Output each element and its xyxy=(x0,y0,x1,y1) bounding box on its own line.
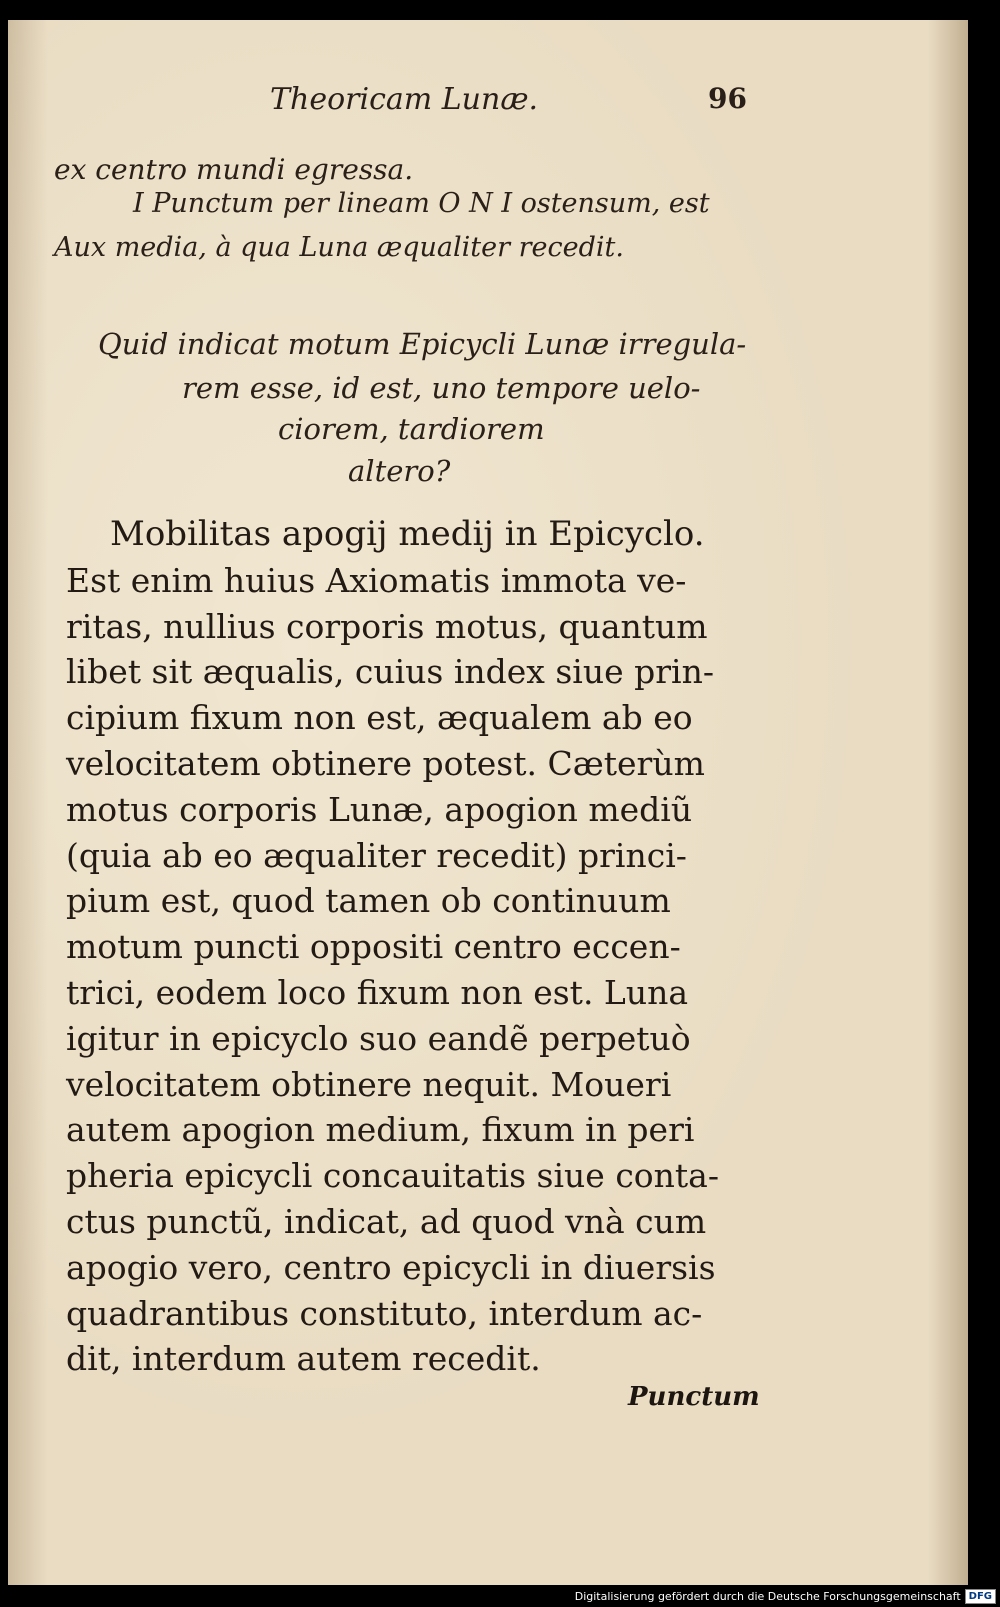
body-line: ctus punctũ, indicat, ad quod vnà cum xyxy=(66,1201,707,1241)
question-line: ciorem, tardiorem xyxy=(278,412,545,446)
text-line: I Punctum per lineam O N I ostensum, est xyxy=(133,188,710,219)
question-line: rem esse, id est, uno tempore uelo- xyxy=(182,371,701,405)
body-line: igitur in epicyclo suo eandẽ perpetuò xyxy=(66,1018,691,1058)
body-line: Est enim huius Axiomatis immota ve- xyxy=(66,560,687,600)
page-header xyxy=(8,82,968,122)
text-line: ex centro mundi egressa. xyxy=(54,153,414,186)
body-line: apogio vero, centro epicycli in diuersis xyxy=(66,1247,716,1287)
text-line: Aux media, à qua Luna æqualiter recedit. xyxy=(54,232,624,263)
body-line: motum puncti oppositi centro eccen- xyxy=(66,927,681,967)
body-line: libet sit æqualis, cuius index siue prin- xyxy=(66,652,714,692)
question-line: Quid indicat motum Epicycli Lunæ irregula- xyxy=(98,327,747,361)
body-line: ritas, nullius corporis motus, quantum xyxy=(66,606,708,646)
body-line: velocitatem obtinere nequit. Moueri xyxy=(66,1064,672,1104)
book-page xyxy=(8,20,968,1585)
digitization-footer xyxy=(575,1588,996,1604)
body-line: velocitatem obtinere potest. Cæterùm xyxy=(66,743,705,783)
body-line: pheria epicycli concauitatis siue conta- xyxy=(66,1156,720,1196)
dfg-logo: DFG xyxy=(965,1589,996,1604)
body-line: (quia ab eo æqualiter recedit) princi- xyxy=(66,835,687,875)
body-line: motus corporis Lunæ, apogion mediũ xyxy=(66,789,693,829)
funding-notice: Digitalisierung gefördert durch die Deutsche Forschungsgemeinschaft xyxy=(574,1589,961,1603)
question-line: altero? xyxy=(348,454,451,488)
body-line: pium est, quod tamen ob continuum xyxy=(66,881,671,921)
body-line: trici, eodem loco fixum non est. Luna xyxy=(66,972,689,1012)
body-line: Mobilitas apogij medij in Epicyclo. xyxy=(110,514,705,554)
body-line: cipium fixum non est, æqualem ab eo xyxy=(66,698,693,738)
page-number: 96 xyxy=(708,82,747,115)
body-line: dit, interdum autem recedit. xyxy=(66,1339,541,1379)
body-line: autem apogion medium, fixum in peri xyxy=(66,1110,695,1150)
body-line: quadrantibus constituto, interdum ac- xyxy=(66,1293,703,1333)
body-text xyxy=(66,512,756,1382)
running-title: Theoricam Lunæ. xyxy=(270,82,539,117)
catchword: Punctum xyxy=(628,1382,760,1412)
